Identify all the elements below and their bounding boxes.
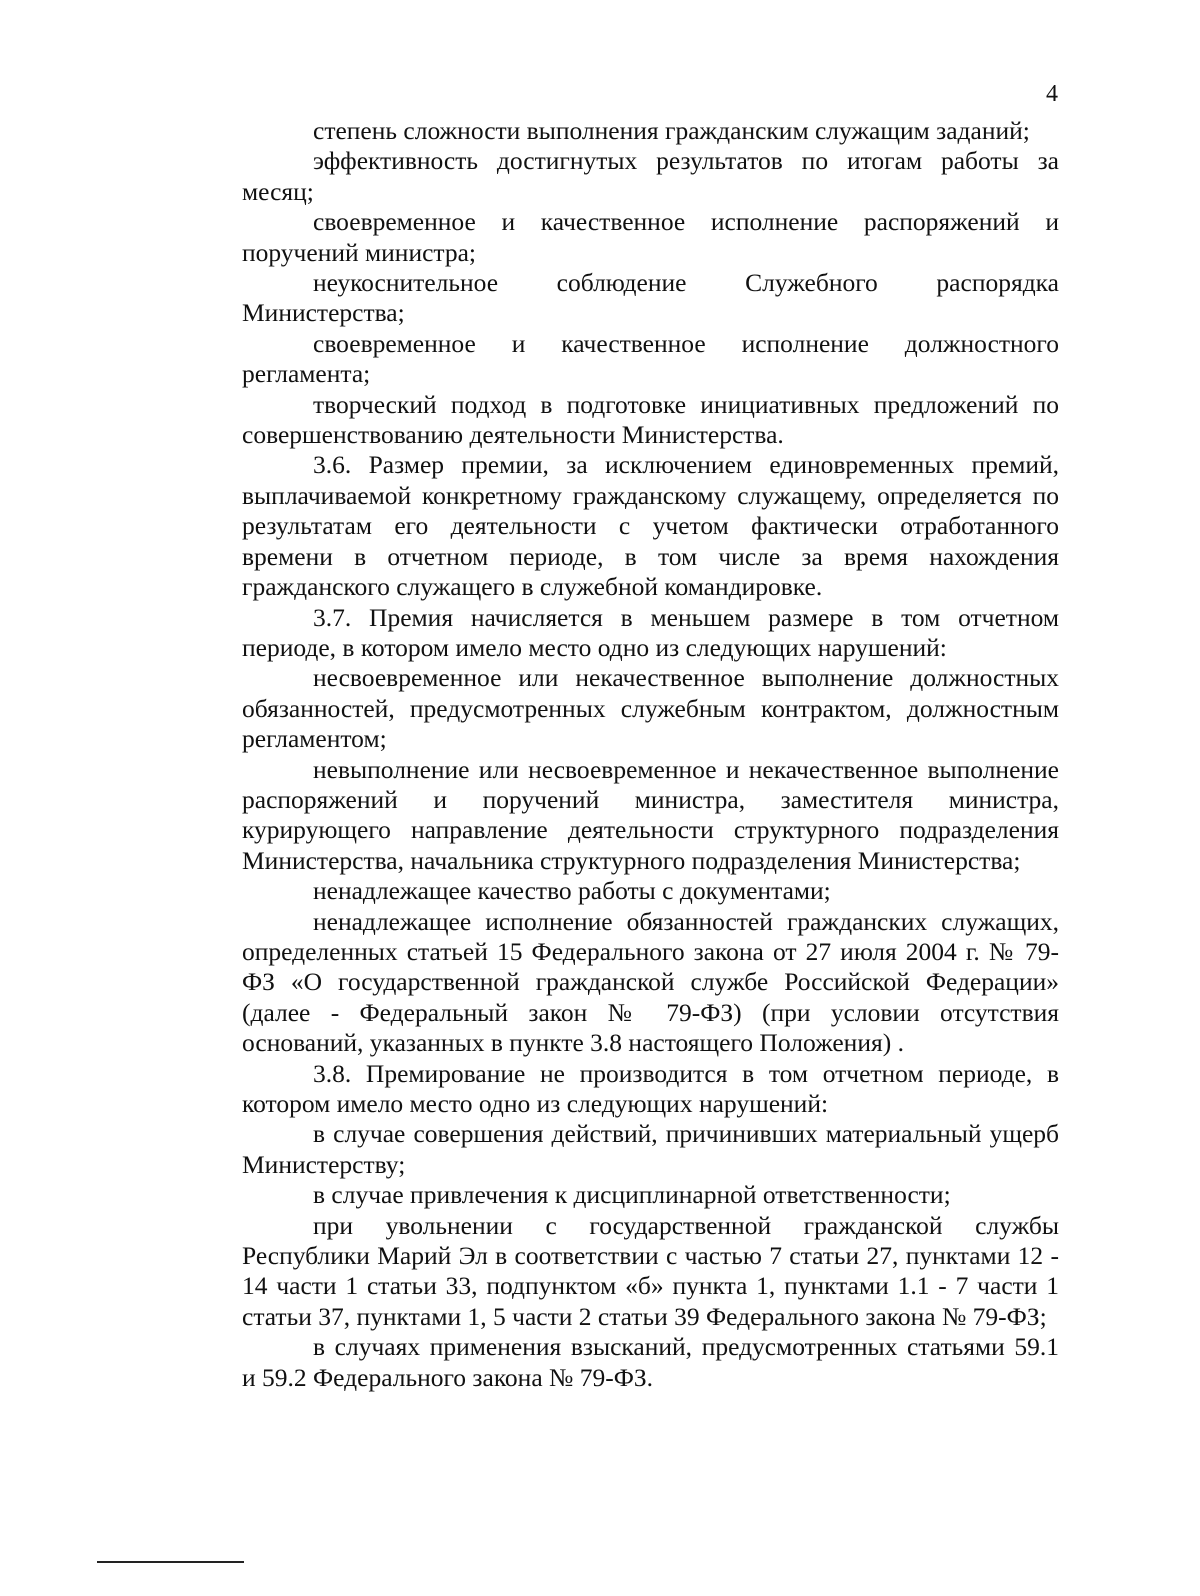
criterion-job-regulation: своевременное и качественное исполнение должностного регламента; <box>242 328 1059 389</box>
violation-orders-nonexecution: невыполнение или несвоевременное и некачественное выполнение распоряжений и поручений министра, заместителя министра, курирующего направление деятельности структурного подразделения Министерства, начальника структурного подразделения Министерства; <box>242 754 1059 875</box>
violation-improper-duties: ненадлежащее исполнение обязанностей гражданских служащих, определенных статьей 15 Федерального закона от 27 июля 2004 г. № 79-ФЗ «О государственной гражданской службе Российской Федерации» (далее - Федеральный закон № 79-ФЗ) (при условии отсутствия оснований, указанных в пункте 3.8 настоящего Положения) . <box>242 906 1059 1058</box>
clause-3-7: 3.7. Премия начисляется в меньшем размере в том отчетном периоде, в котором имело место одно из следующих нарушений: <box>242 602 1059 662</box>
violation-duties-performance: несвоевременное или некачественное выполнение должностных обязанностей, предусмотренных служебным контрактом, должностным регламентом; <box>242 663 1059 754</box>
footnote-rule <box>97 1561 244 1563</box>
clause-3-8: 3.8. Премирование не производится в том отчетном периоде, в котором имело место одно из следующих нарушений: <box>242 1058 1059 1118</box>
case-material-damage: в случае совершения действий, причинивших материальный ущерб Министерству; <box>242 1119 1059 1179</box>
page-number: 4 <box>1046 81 1058 107</box>
criterion-orders-execution: своевременное и качественное исполнение распоряжений и поручений министра; <box>242 207 1059 267</box>
document-body <box>242 116 1059 1393</box>
criterion-service-schedule: неукоснительное соблюдение Служебного распорядка Министерства; <box>242 268 1059 328</box>
criterion-task-complexity: степень сложности выполнения гражданским служащим заданий; <box>313 116 1030 145</box>
case-penalties: в случаях применения взысканий, предусмотренных статьями 59.1 и 59.2 Федерального закона № 79-ФЗ. <box>242 1332 1059 1392</box>
clause-3-6: 3.6. Размер премии, за исключением единовременных премий, выплачиваемой конкретному гражданскому служащему, определяется по результатам его деятельности с учетом фактически отработанного времени в отчетном периоде, в том числе за время нахождения гражданского служащего в служебной командировке. <box>242 450 1059 602</box>
criterion-results-efficiency: эффективность достигнутых результатов по итогам работы за месяц; <box>242 146 1059 206</box>
violation-document-quality: ненадлежащее качество работы с документами; <box>313 876 831 906</box>
case-disciplinary: в случае привлечения к дисциплинарной ответственности; <box>313 1180 951 1210</box>
case-dismissal: при увольнении с государственной гражданской службы Республики Марий Эл в соответствии с частью 7 статьи 27, пунктами 12 - 14 части 1 статьи 33, подпунктом «б» пункта 1, пунктами 1.1 - 7 части 1 статьи 37, пунктами 1, 5 части 2 статьи 39 Федерального закона № 79-ФЗ; <box>242 1210 1059 1331</box>
criterion-creative-approach: творческий подход в подготовке инициативных предложений по совершенствованию деятельности Министерства. <box>242 389 1059 450</box>
